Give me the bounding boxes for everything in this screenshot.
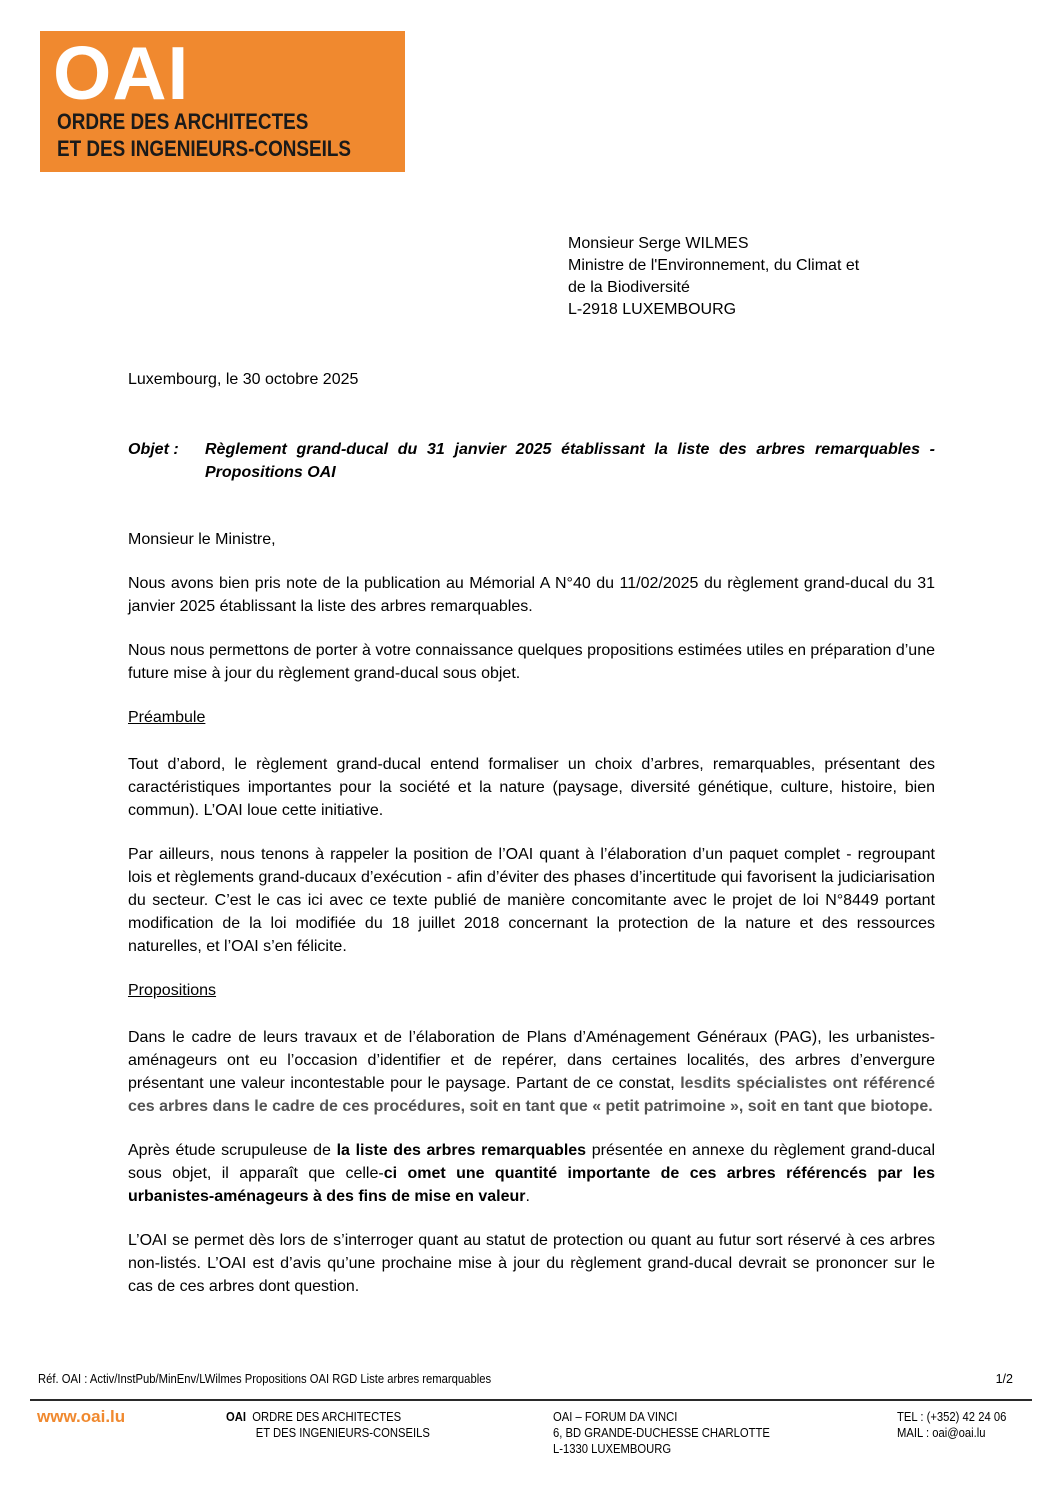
paragraph xyxy=(128,1026,935,1118)
dateline: Luxembourg, le 30 octobre 2025 xyxy=(128,371,359,388)
letter-body xyxy=(128,368,935,1319)
text-run: Par ailleurs, nous tenons à rappeler la position de l’OAI quant à l’élaboration d’un paquet complet - regroupant lois et règlements grand-ducaux d’exécution - afin d’éviter des phases d’incertitude qui favorisent la judiciarisation du secteur. C’est le cas ici avec ce texte publié de manière concomitante avec le projet de loi N°8449 portant modification de la loi modifiée du 18 juillet 2018 concernant la protection de la nature et des ressources naturelles, et l’OAI s’en félicite. xyxy=(128,846,935,955)
logo-acronym: OAI xyxy=(53,31,190,115)
text-run: Après étude scrupuleuse de xyxy=(128,1142,337,1159)
footer-address-line: OAI – FORUM DA VINCI xyxy=(553,1410,678,1424)
paragraph xyxy=(128,572,935,618)
recipient-address xyxy=(568,233,943,321)
footer-organization xyxy=(226,1409,430,1441)
paragraph xyxy=(128,843,935,958)
text-run: . xyxy=(525,1188,530,1205)
paragraph xyxy=(128,753,935,822)
text-run: la liste des arbres remarquables xyxy=(336,1142,587,1159)
footer-org-abbr: OAI xyxy=(226,1410,247,1424)
text-run: Propositions xyxy=(128,982,217,999)
footer-email: MAIL : oai@oai.lu xyxy=(897,1426,986,1440)
footer-address-line: 6, BD GRANDE-DUCHESSE CHARLOTTE xyxy=(553,1426,770,1440)
page-number: 1/2 xyxy=(995,1372,1013,1386)
section-heading xyxy=(128,979,935,1002)
footer-org-name1: ORDRE DES ARCHITECTES xyxy=(252,1410,402,1424)
text-run: Préambule xyxy=(128,709,206,726)
section-heading xyxy=(128,706,935,729)
text-run: lesdits spécialistes ont référencé ces arbres dans le cadre de ces procédures, soit en tant que « petit patrimoine », soit en tant que biotope. xyxy=(128,1075,936,1115)
salutation xyxy=(128,528,935,551)
subject-line xyxy=(128,438,935,484)
paragraph xyxy=(128,1139,935,1208)
paragraph xyxy=(128,639,935,685)
text-run: Nous nous permettons de porter à votre connaissance quelques propositions estimées utiles en préparation d’une future mise à jour du règlement grand-ducal sous objet. xyxy=(128,642,935,682)
recipient-line: L-2918 LUXEMBOURG xyxy=(568,301,737,318)
subject-label: Objet : xyxy=(128,441,179,458)
letter-body-blocks xyxy=(128,528,935,1298)
text-run: Tout d’abord, le règlement grand-ducal entend formaliser un choix d’arbres, remarquables, présentant des caractéristiques importantes pour la société et la nature (paysage, diversité génétique, culture, histoire, bien commun). L’OAI loue cette initiative. xyxy=(128,756,935,819)
subject-text: Règlement grand-ducal du 31 janvier 2025 établissant la liste des arbres remarquables - Propositions OAI xyxy=(205,441,935,481)
footer-org-name2: ET DES INGENIEURS-CONSEILS xyxy=(255,1426,430,1440)
logo-subtitle xyxy=(57,108,352,162)
paragraph xyxy=(128,1229,935,1298)
recipient-line: de la Biodiversité xyxy=(568,279,690,296)
text-run: Dans le cadre de leurs travaux et de l’élaboration de Plans d’Aménagement Généraux (PAG), les urbanistes-aménageurs ont eu l’occasion d’identifier et de repérer, dans certaines localités, des arbres d’envergure présentant une valeur incontestable pour le paysage. Partant de ce constat, xyxy=(128,1029,935,1092)
reference-text: Réf. OAI : Activ/InstPub/MinEnv/LWilmes Propositions OAI RGD Liste arbres remarquables xyxy=(38,1372,492,1386)
footer-divider xyxy=(30,1399,1032,1401)
oai-logo xyxy=(40,31,405,172)
reference-row xyxy=(38,1371,1013,1387)
text-run: ci omet une quantité importante de ces arbres référencés par les urbanistes-aménageurs à des fins de mise en valeur xyxy=(128,1165,936,1205)
recipient-line: Ministre de l'Environnement, du Climat et xyxy=(568,257,860,274)
logo-subtitle-line1: ORDRE DES ARCHITECTES xyxy=(57,109,309,134)
footer-website-link[interactable]: www.oai.lu xyxy=(37,1407,126,1426)
text-run: L’OAI se permet dès lors de s’interroger quant au statut de protection ou quant au futur sort réservé à ces arbres non-listés. L’OAI est d’avis qu’une prochaine mise à jour du règlement grand-ducal devrait se prononcer sur le cas de ces arbres dont question. xyxy=(128,1232,935,1295)
text-run: Nous avons bien pris note de la publication au Mémorial A N°40 du 11/02/2025 du règlement grand-ducal du 31 janvier 2025 établissant la liste des arbres remarquables. xyxy=(128,575,935,615)
footer-address-line: L-1330 LUXEMBOURG xyxy=(553,1442,672,1456)
footer-phone: TEL : (+352) 42 24 06 xyxy=(897,1410,1007,1424)
recipient-line: Monsieur Serge WILMES xyxy=(568,235,749,252)
text-run: Monsieur le Ministre, xyxy=(128,531,276,548)
footer-contact xyxy=(897,1409,1006,1441)
footer-org-line1 xyxy=(226,1409,430,1425)
text-run: présentée en annexe du règlement grand-ducal sous objet, il apparaît que celle- xyxy=(128,1142,936,1182)
footer-address xyxy=(553,1409,770,1457)
logo-subtitle-line2: ET DES INGENIEURS-CONSEILS xyxy=(57,136,352,161)
